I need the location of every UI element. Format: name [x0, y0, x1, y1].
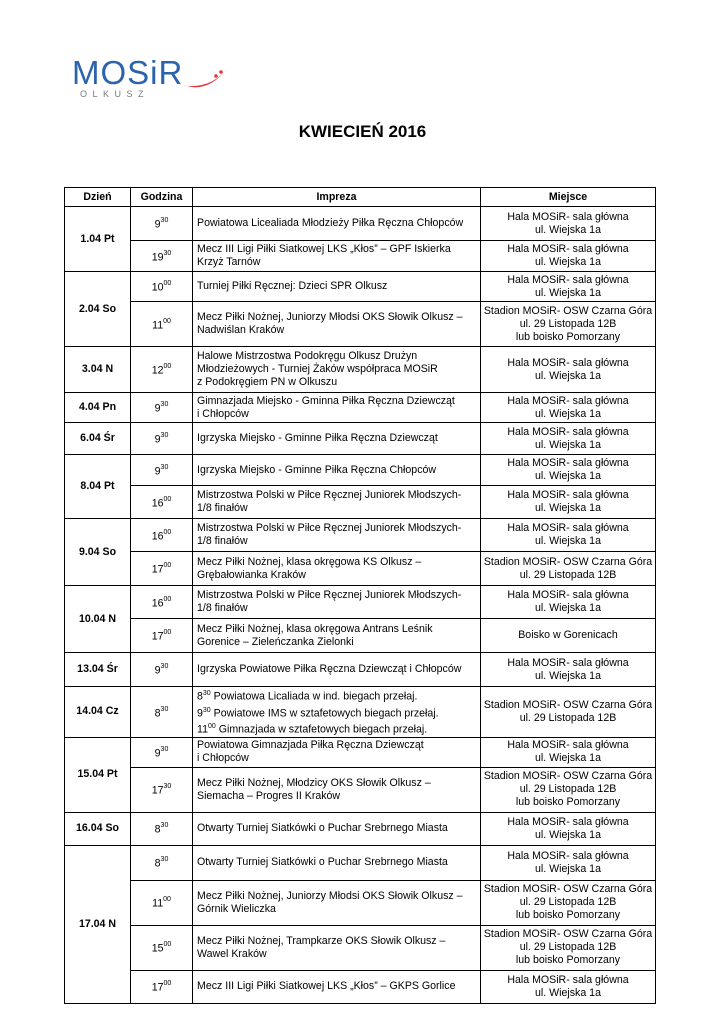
- schedule-table: [64, 187, 656, 1004]
- place-line: ul. Wiejska 1a: [535, 438, 601, 451]
- event-cell: [193, 519, 481, 552]
- minute-value: 00: [163, 317, 171, 325]
- place-cell: [481, 519, 656, 552]
- event-cell: [193, 880, 481, 925]
- event-cell: [193, 845, 481, 880]
- day-cell: 13.04 Śr: [65, 653, 131, 687]
- table-row: [65, 272, 656, 302]
- hour-value: 17: [151, 563, 164, 576]
- place-line: Hala MOSiR- sala główna: [507, 739, 629, 752]
- place-line: Hala MOSiR- sala główna: [507, 815, 629, 828]
- hour-cell: [131, 207, 193, 241]
- place-line: ul. Wiejska 1a: [535, 669, 601, 682]
- day-cell: 2.04 So: [65, 272, 131, 347]
- hour-cell: [131, 586, 193, 619]
- logo-dot-icon: [219, 70, 223, 74]
- hour-value: 17: [151, 630, 164, 643]
- hour-value: 9: [154, 465, 161, 478]
- event-line: Turniej Piłki Ręcznej: Dzieci SPR Olkusz: [197, 280, 388, 292]
- event-line: Mecz Piłki Nożnej, klasa okręgowa KS Olkusz –: [197, 555, 422, 568]
- place-line: Hala MOSiR- sala główna: [507, 210, 629, 223]
- event-cell: [193, 423, 481, 455]
- hour-value: 11: [152, 897, 164, 910]
- event-line: 1/8 finałów: [197, 502, 248, 514]
- place-cell: [481, 619, 656, 653]
- hour-cell: [131, 653, 193, 687]
- place-line: Hala MOSiR- sala główna: [507, 273, 629, 286]
- table-row: [65, 845, 656, 880]
- place-line: lub boisko Pomorzany: [515, 796, 621, 809]
- minute-value: 30: [160, 745, 169, 753]
- hour-cell: [131, 812, 193, 845]
- minute-value: 00: [163, 595, 172, 603]
- place-cell: [481, 241, 656, 272]
- place-cell: [481, 423, 656, 455]
- relay-text: Powiatowa Licaliada w ind. biegach przełaj.: [210, 690, 418, 703]
- relay-hour: 8: [197, 690, 203, 703]
- event-line: Mecz III Ligi Piłki Siatkowej LKS „Kłos” – GKPS Gorlice: [197, 980, 456, 993]
- event-line: 1/8 finałów: [197, 535, 248, 547]
- day-cell: 6.04 Śr: [65, 423, 131, 455]
- place-line: ul. Wiejska 1a: [535, 986, 601, 999]
- minute-value: 30: [160, 463, 169, 471]
- hour-cell: [131, 241, 193, 272]
- minute-value: 00: [163, 941, 172, 949]
- minute-value: 00: [163, 280, 172, 288]
- day-cell: 10.04 N: [65, 586, 131, 653]
- table-row: [65, 423, 656, 455]
- place-line: Stadion MOSiR- OSW Czarna Góra: [483, 883, 653, 896]
- event-line: Mecz Piłki Nożnej, Juniorzy Młodsi OKS Słowik Olkusz –: [197, 889, 463, 902]
- event-cell: [193, 619, 481, 653]
- hour-value: 17: [151, 784, 164, 797]
- minute-value: 00: [163, 896, 171, 904]
- event-line: i Chłopców: [197, 407, 249, 420]
- event-line: Mistrzostwa Polski w Piłce Ręcznej Juniorek Młodszych-: [197, 589, 462, 601]
- place-line: Hala MOSiR- sala główna: [507, 849, 629, 862]
- hour-cell: [131, 880, 193, 925]
- place-line: ul. 29 Listopada 12B: [519, 896, 617, 909]
- event-cell: [193, 486, 481, 519]
- minute-value: 30: [160, 217, 169, 225]
- place-line: ul. Wiejska 1a: [535, 828, 601, 841]
- minute-value: 30: [160, 432, 169, 440]
- event-line: Mecz Piłki Nożnej, Młodzicy OKS Słowik Olkusz –: [197, 776, 431, 789]
- place-cell: [481, 586, 656, 619]
- event-cell: [193, 302, 481, 347]
- relay-minute: 30: [202, 690, 211, 697]
- table-row: [65, 393, 656, 423]
- place-cell: [481, 347, 656, 393]
- place-line: Hala MOSiR- sala główna: [507, 522, 629, 534]
- event-line: Mecz Piłki Nożnej, Juniorzy Młodsi OKS Słowik Olkusz –: [197, 311, 463, 323]
- place-line: lub boisko Pomorzany: [515, 909, 621, 922]
- event-line: Mistrzostwa Polski w Piłce Ręcznej Juniorek Młodszych-: [197, 489, 462, 501]
- hour-cell: [131, 455, 193, 486]
- place-cell: [481, 737, 656, 767]
- event-cell: [193, 653, 481, 687]
- relay-line: [197, 704, 477, 721]
- place-line: ul. Wiejska 1a: [535, 602, 601, 614]
- hour-value: 8: [154, 823, 161, 836]
- hour-value: 9: [154, 218, 161, 231]
- event-cell: [193, 552, 481, 586]
- hour-cell: [131, 737, 193, 767]
- place-cell: [481, 925, 656, 970]
- place-line: ul. Wiejska 1a: [535, 862, 601, 875]
- event-line: Otwarty Turniej Siatkówki o Puchar Srebrnego Miasta: [197, 856, 448, 869]
- minute-value: 00: [163, 562, 172, 570]
- hour-value: 15: [151, 942, 164, 955]
- header-day: Dzień: [65, 188, 131, 207]
- place-line: ul. Wiejska 1a: [535, 752, 601, 765]
- table-row: [65, 302, 656, 347]
- event-cell: [193, 586, 481, 619]
- relay-minute: 30: [202, 706, 211, 714]
- table-row: [65, 519, 656, 552]
- place-line: Hala MOSiR- sala główna: [507, 489, 629, 501]
- event-cell: [193, 812, 481, 845]
- event-line: Siemacha – Progres II Kraków: [197, 789, 341, 802]
- place-line: ul. Wiejska 1a: [535, 256, 601, 268]
- event-line: Igrzyska Miejsko - Gminne Piłka Ręczna Chłopców: [197, 463, 437, 476]
- place-cell: [481, 552, 656, 586]
- event-line: Nadwiślan Kraków: [197, 324, 285, 336]
- table-row: [65, 207, 656, 241]
- header-hour: Godzina: [131, 188, 193, 207]
- place-line: Hala MOSiR- sala główna: [507, 394, 629, 407]
- place-cell: [481, 272, 656, 302]
- event-line: Gorenice – Zieleńczanka Zielonki: [197, 635, 354, 648]
- event-cell: [193, 687, 481, 738]
- day-cell: 8.04 Pt: [65, 455, 131, 519]
- day-cell: 16.04 So: [65, 812, 131, 845]
- place-line: ul. Wiejska 1a: [535, 407, 601, 420]
- header-place: Miejsce: [481, 188, 656, 207]
- hour-cell: [131, 347, 193, 393]
- event-cell: [193, 925, 481, 970]
- event-line: Młodzieżowych - Turniej Żaków współpraca MOSiR: [197, 363, 438, 375]
- hour-cell: [131, 423, 193, 455]
- place-line: ul. Wiejska 1a: [535, 470, 601, 482]
- place-cell: [481, 207, 656, 241]
- relay-hour: 11: [197, 723, 208, 736]
- place-line: lub boisko Pomorzany: [515, 954, 621, 967]
- day-cell: 9.04 So: [65, 519, 131, 586]
- place-cell: [481, 653, 656, 687]
- minute-value: 00: [163, 528, 172, 536]
- day-cell: 15.04 Pt: [65, 737, 131, 812]
- event-line: Mecz III Ligi Piłki Siatkowej LKS „Kłos” – GPF Iskierka: [197, 243, 451, 255]
- hour-value: 8: [154, 857, 161, 870]
- hour-cell: [131, 272, 193, 302]
- event-line: Powiatowa Gimnazjada Piłka Ręczna Dziewcząt: [197, 739, 424, 752]
- event-line: Halowe Mistrzostwa Podokręgu Olkusz Drużyn: [197, 350, 418, 362]
- event-line: 1/8 finałów: [197, 602, 248, 614]
- hour-cell: [131, 552, 193, 586]
- place-line: Hala MOSiR- sala główna: [507, 973, 629, 986]
- place-line: Hala MOSiR- sala główna: [507, 356, 629, 369]
- hour-cell: [131, 970, 193, 1003]
- logo-subtitle: OLKUSZ: [80, 89, 150, 99]
- minute-value: 00: [163, 980, 172, 988]
- place-line: ul. Wiejska 1a: [535, 502, 601, 514]
- day-cell: 3.04 N: [65, 347, 131, 393]
- place-cell: [481, 302, 656, 347]
- table-row: [65, 455, 656, 486]
- event-line: Mecz Piłki Nożnej, Trampkarze OKS Słowik Olkusz –: [197, 934, 446, 947]
- minute-value: 30: [160, 705, 169, 713]
- place-line: ul. 29 Listopada 12B: [519, 711, 617, 724]
- event-line: i Chłopców: [197, 752, 249, 765]
- table-row: [65, 687, 656, 738]
- table-row: [65, 925, 656, 970]
- day-cell: 14.04 Cz: [65, 687, 131, 738]
- place-line: Boisko w Gorenicach: [518, 629, 618, 641]
- place-line: Hala MOSiR- sala główna: [507, 457, 629, 469]
- table-row: [65, 737, 656, 767]
- place-line: Stadion MOSiR- OSW Czarna Góra: [483, 555, 653, 568]
- place-cell: [481, 970, 656, 1003]
- hour-value: 11: [152, 319, 164, 332]
- event-line: Gimnazjada Miejsko - Gminna Piłka Ręczna Dziewcząt: [197, 394, 455, 407]
- hour-value: 16: [151, 497, 164, 510]
- event-cell: [193, 241, 481, 272]
- event-line: Otwarty Turniej Siatkówki o Puchar Srebrnego Miasta: [197, 822, 448, 835]
- hour-cell: [131, 393, 193, 423]
- minute-value: 30: [160, 663, 169, 671]
- event-line: Górnik Wieliczka: [197, 902, 276, 915]
- header-event: Impreza: [193, 188, 481, 207]
- hour-value: 9: [154, 402, 161, 415]
- event-line: Powiatowa Licealiada Młodzieży Piłka Ręczna Chłopców: [197, 217, 464, 229]
- table-row: [65, 970, 656, 1003]
- place-line: ul. 29 Listopada 12B: [519, 317, 617, 330]
- place-cell: [481, 812, 656, 845]
- hour-cell: [131, 486, 193, 519]
- table-row: [65, 653, 656, 687]
- place-line: Hala MOSiR- sala główna: [507, 243, 629, 255]
- place-cell: [481, 687, 656, 738]
- relay-line: [197, 720, 477, 737]
- place-line: ul. Wiejska 1a: [535, 535, 601, 547]
- event-line: Krzyż Tarnów: [197, 256, 261, 268]
- place-line: lub boisko Pomorzany: [515, 330, 621, 343]
- minute-value: 30: [160, 856, 169, 864]
- hour-value: 9: [154, 433, 161, 446]
- event-line: Mecz Piłki Nożnej, klasa okręgowa Antrans Leśnik: [197, 622, 433, 635]
- minute-value: 30: [163, 249, 172, 257]
- place-line: Hala MOSiR- sala główna: [507, 589, 629, 601]
- place-line: Stadion MOSiR- OSW Czarna Góra: [483, 698, 653, 711]
- hour-cell: [131, 845, 193, 880]
- event-cell: [193, 347, 481, 393]
- logo-dot-icon: [214, 74, 218, 78]
- table-row: [65, 880, 656, 925]
- day-cell: 17.04 N: [65, 845, 131, 1003]
- hour-cell: [131, 925, 193, 970]
- hour-value: 12: [151, 364, 164, 377]
- logo-brand: MOSiR: [72, 54, 184, 91]
- place-cell: [481, 393, 656, 423]
- day-cell: 4.04 Pn: [65, 393, 131, 423]
- relay-text: Gimnazjada w sztafetowych biegach przełaj.: [215, 723, 428, 736]
- place-cell: [481, 880, 656, 925]
- place-line: Stadion MOSiR- OSW Czarna Góra: [483, 304, 653, 317]
- event-cell: [193, 767, 481, 812]
- place-line: Hala MOSiR- sala główna: [507, 656, 629, 669]
- relay-hour: 9: [197, 707, 203, 720]
- hour-cell: [131, 302, 193, 347]
- relay-minute: 00: [208, 723, 216, 731]
- mosir-logo: [72, 54, 232, 100]
- event-line: Igrzyska Miejsko - Gminne Piłka Ręczna Dziewcząt: [197, 432, 438, 444]
- place-cell: [481, 455, 656, 486]
- place-line: ul. 29 Listopada 12B: [519, 568, 617, 581]
- hour-value: 19: [151, 251, 164, 264]
- hour-value: 10: [151, 281, 164, 294]
- hour-cell: [131, 619, 193, 653]
- event-cell: [193, 737, 481, 767]
- hour-cell: [131, 519, 193, 552]
- minute-value: 30: [160, 822, 169, 830]
- day-cell: 1.04 Pt: [65, 207, 131, 272]
- hour-value: 9: [154, 664, 161, 677]
- minute-value: 00: [163, 363, 172, 371]
- table-row: [65, 767, 656, 812]
- place-line: ul. 29 Listopada 12B: [519, 941, 617, 954]
- place-line: Stadion MOSiR- OSW Czarna Góra: [483, 928, 653, 941]
- event-line: Mistrzostwa Polski w Piłce Ręcznej Juniorek Młodszych-: [197, 522, 462, 534]
- hour-value: 16: [151, 597, 164, 610]
- table-row: [65, 552, 656, 586]
- hour-value: 17: [151, 981, 164, 994]
- place-line: ul. Wiejska 1a: [535, 286, 601, 299]
- place-line: Stadion MOSiR- OSW Czarna Góra: [483, 770, 653, 783]
- table-row: [65, 241, 656, 272]
- event-line: z Podokręgiem PN w Olkuszu: [197, 376, 338, 388]
- place-cell: [481, 767, 656, 812]
- hour-cell: [131, 687, 193, 738]
- page-title: KWIECIEŃ 2016: [298, 122, 427, 141]
- place-cell: [481, 845, 656, 880]
- table-row: [65, 347, 656, 393]
- minute-value: 30: [163, 783, 172, 791]
- place-line: ul. Wiejska 1a: [535, 369, 601, 382]
- table-row: [65, 812, 656, 845]
- hour-cell: [131, 767, 193, 812]
- minute-value: 00: [163, 495, 172, 503]
- place-line: ul. 29 Listopada 12B: [519, 783, 617, 796]
- table-header-row: [65, 188, 656, 207]
- event-line: Grębałowianka Kraków: [197, 568, 306, 581]
- hour-value: 16: [151, 530, 164, 543]
- relay-text: Powiatowe IMS w sztafetowych biegach przełaj.: [210, 707, 439, 720]
- event-cell: [193, 272, 481, 302]
- relay-line: [197, 687, 477, 704]
- place-cell: [481, 486, 656, 519]
- event-line: Igrzyska Powiatowe Piłka Ręczna Dziewcząt i Chłopców: [197, 663, 462, 675]
- event-cell: [193, 393, 481, 423]
- table-row: [65, 619, 656, 653]
- event-cell: [193, 455, 481, 486]
- hour-value: 8: [154, 707, 161, 720]
- event-line: Wawel Kraków: [197, 947, 267, 960]
- place-line: Hala MOSiR- sala główna: [507, 425, 629, 438]
- event-cell: [193, 207, 481, 241]
- minute-value: 00: [163, 629, 172, 637]
- schedule-body: [65, 207, 656, 1004]
- table-row: [65, 486, 656, 519]
- event-cell: [193, 970, 481, 1003]
- place-line: ul. Wiejska 1a: [535, 223, 601, 236]
- minute-value: 30: [160, 401, 169, 409]
- hour-value: 9: [154, 747, 161, 760]
- table-row: [65, 586, 656, 619]
